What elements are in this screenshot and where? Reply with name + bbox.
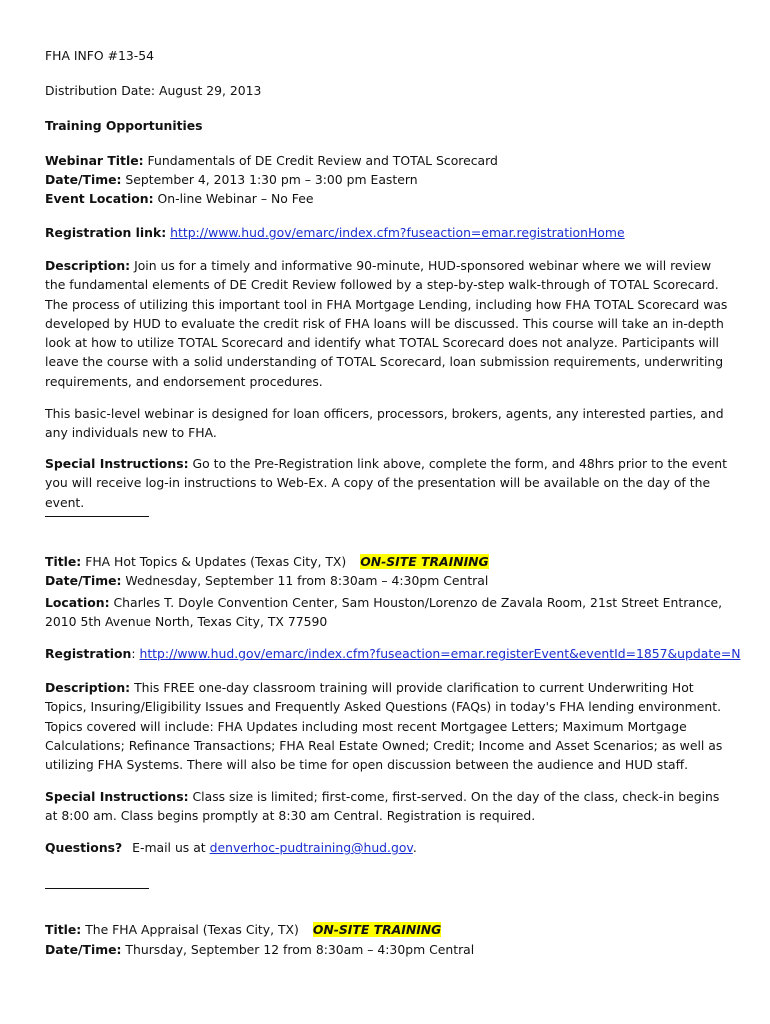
event2-datetime-line — [45, 573, 488, 588]
event2-questions-line: Questions? E-mail us at denverhoc-pudtraining@hud.gov. — [45, 840, 417, 855]
event1-description — [45, 256, 735, 391]
event1-description-label: Description: — [45, 258, 131, 273]
event1-datetime-label: Date/Time: — [45, 172, 122, 187]
event2-location-label: Location: — [45, 595, 110, 610]
event3-datetime-line — [45, 942, 474, 957]
event2-description-label: Description: — [45, 680, 131, 695]
section-divider-2 — [45, 888, 149, 889]
event2-location-line — [45, 595, 722, 610]
event1-location: On-line Webinar – No Fee — [157, 191, 314, 206]
section-title: Training Opportunities — [45, 118, 203, 133]
info-number: FHA INFO #13-54 — [45, 48, 154, 63]
event2-registration-link[interactable]: http://www.hud.gov/emarc/index.cfm?fuseaction=emar.registerEvent&eventId=1857&update=N — [139, 646, 741, 661]
event1-title-label: Webinar Title: — [45, 153, 144, 168]
event1-datetime: September 4, 2013 1:30 pm – 3:00 pm Eastern — [125, 172, 418, 187]
event2-questions-label: Questions? — [45, 840, 123, 855]
distribution-date: August 29, 2013 — [158, 83, 262, 98]
event2-title: FHA Hot Topics & Updates (Texas City, TX) — [85, 554, 347, 569]
event2-datetime: Wednesday, September 11 from 8:30am – 4:30pm Central — [125, 573, 489, 588]
event2-title-line — [45, 554, 489, 569]
section-divider — [45, 516, 149, 517]
event1-registration-link[interactable]: http://www.hud.gov/emarc/index.cfm?fuseaction=emar.registrationHome — [170, 225, 625, 240]
event1-special-instructions — [45, 454, 735, 512]
event1-title-line — [45, 153, 498, 168]
event3-title: The FHA Appraisal (Texas City, TX) — [85, 922, 299, 937]
event2-onsite-badge: ON-SITE TRAINING — [360, 554, 489, 569]
event2-questions-email[interactable]: denverhoc-pudtraining@hud.gov — [209, 840, 413, 855]
event1-special-label: Special Instructions: — [45, 456, 189, 471]
event2-title-label: Title: — [45, 554, 82, 569]
event3-title-line — [45, 922, 441, 937]
event2-location-line1: Charles T. Doyle Convention Center, Sam Houston/Lorenzo de Zavala Room, 21st Street Entrance, — [113, 595, 723, 610]
event2-description — [45, 678, 735, 774]
event1-description-text: Join us for a timely and informative 90-minute, HUD-sponsored webinar where we will review the fundamental elements of DE Credit Review followed by a step-by-step walk-through of TOTAL Scorecard. The process of utilizing this important tool in FHA Mortgage Lending, including how FHA TOTAL Scorecard was developed by HUD to evaluate the credit risk of FHA loans will be discussed. This course will take an in-depth look at how to utilize TOTAL Scorecard and identify what TOTAL Scorecard does not analyze. Participants will leave the course with a solid understanding of TOTAL Scorecard, loan submission requirements, underwriting requirements, and endorsement procedures. — [45, 258, 728, 389]
event1-registration-line — [45, 225, 625, 240]
event1-datetime-line — [45, 172, 418, 187]
event2-special-instructions — [45, 787, 735, 826]
event2-datetime-label: Date/Time: — [45, 573, 122, 588]
event3-datetime: Thursday, September 12 from 8:30am – 4:30pm Central — [125, 942, 475, 957]
event2-registration-line: Registration: http://www.hud.gov/emarc/index.cfm?fuseaction=emar.registerEvent&eventId=1857&update=N — [45, 646, 741, 661]
event2-location-line2: 2010 5th Avenue North, Texas City, TX 77590 — [45, 614, 328, 629]
distribution-label: Distribution Date: — [45, 83, 156, 98]
event1-audience: This basic-level webinar is designed for loan officers, processors, brokers, agents, any interested parties, and any individuals new to FHA. — [45, 406, 724, 441]
event2-special-text: Class size is limited; first-come, first-served. On the day of the class, check-in begins at 8:00 am. Class begins promptly at 8:30 am Central. Registration is required. — [45, 789, 720, 824]
event3-title-label: Title: — [45, 922, 82, 937]
event1-title: Fundamentals of DE Credit Review and TOTAL Scorecard — [147, 153, 498, 168]
event3-onsite-badge: ON-SITE TRAINING — [312, 922, 442, 937]
event2-registration-label: Registration — [45, 646, 132, 661]
event2-special-label: Special Instructions: — [45, 789, 189, 804]
event2-questions-text: E-mail us at — [132, 840, 206, 855]
event1-location-label: Event Location: — [45, 191, 154, 206]
distribution-line — [45, 83, 261, 98]
event2-description-text: This FREE one-day classroom training will provide clarification to current Underwriting Hot Topics, Insuring/Eligibility Issues and Frequently Asked Questions (FAQs) in today's FHA lending environment. Topics covered will include: FHA Updates including most recent Mortgagee Letters; Maximum Mortgage Calculations; Refinance Transactions; FHA Real Estate Owned; Credit; Income and Asset Scenarios; as well as utilizing FHA Systems. There will also be time for open discussion between the audience and HUD staff. — [45, 680, 723, 773]
event3-datetime-label: Date/Time: — [45, 942, 122, 957]
event1-location-line — [45, 191, 313, 206]
event1-special-text: Go to the Pre-Registration link above, complete the form, and 48hrs prior to the event you will receive log-in instructions to Web-Ex. A copy of the presentation will be available on the day of the event. — [45, 456, 728, 510]
event1-registration-label: Registration link: — [45, 225, 167, 240]
